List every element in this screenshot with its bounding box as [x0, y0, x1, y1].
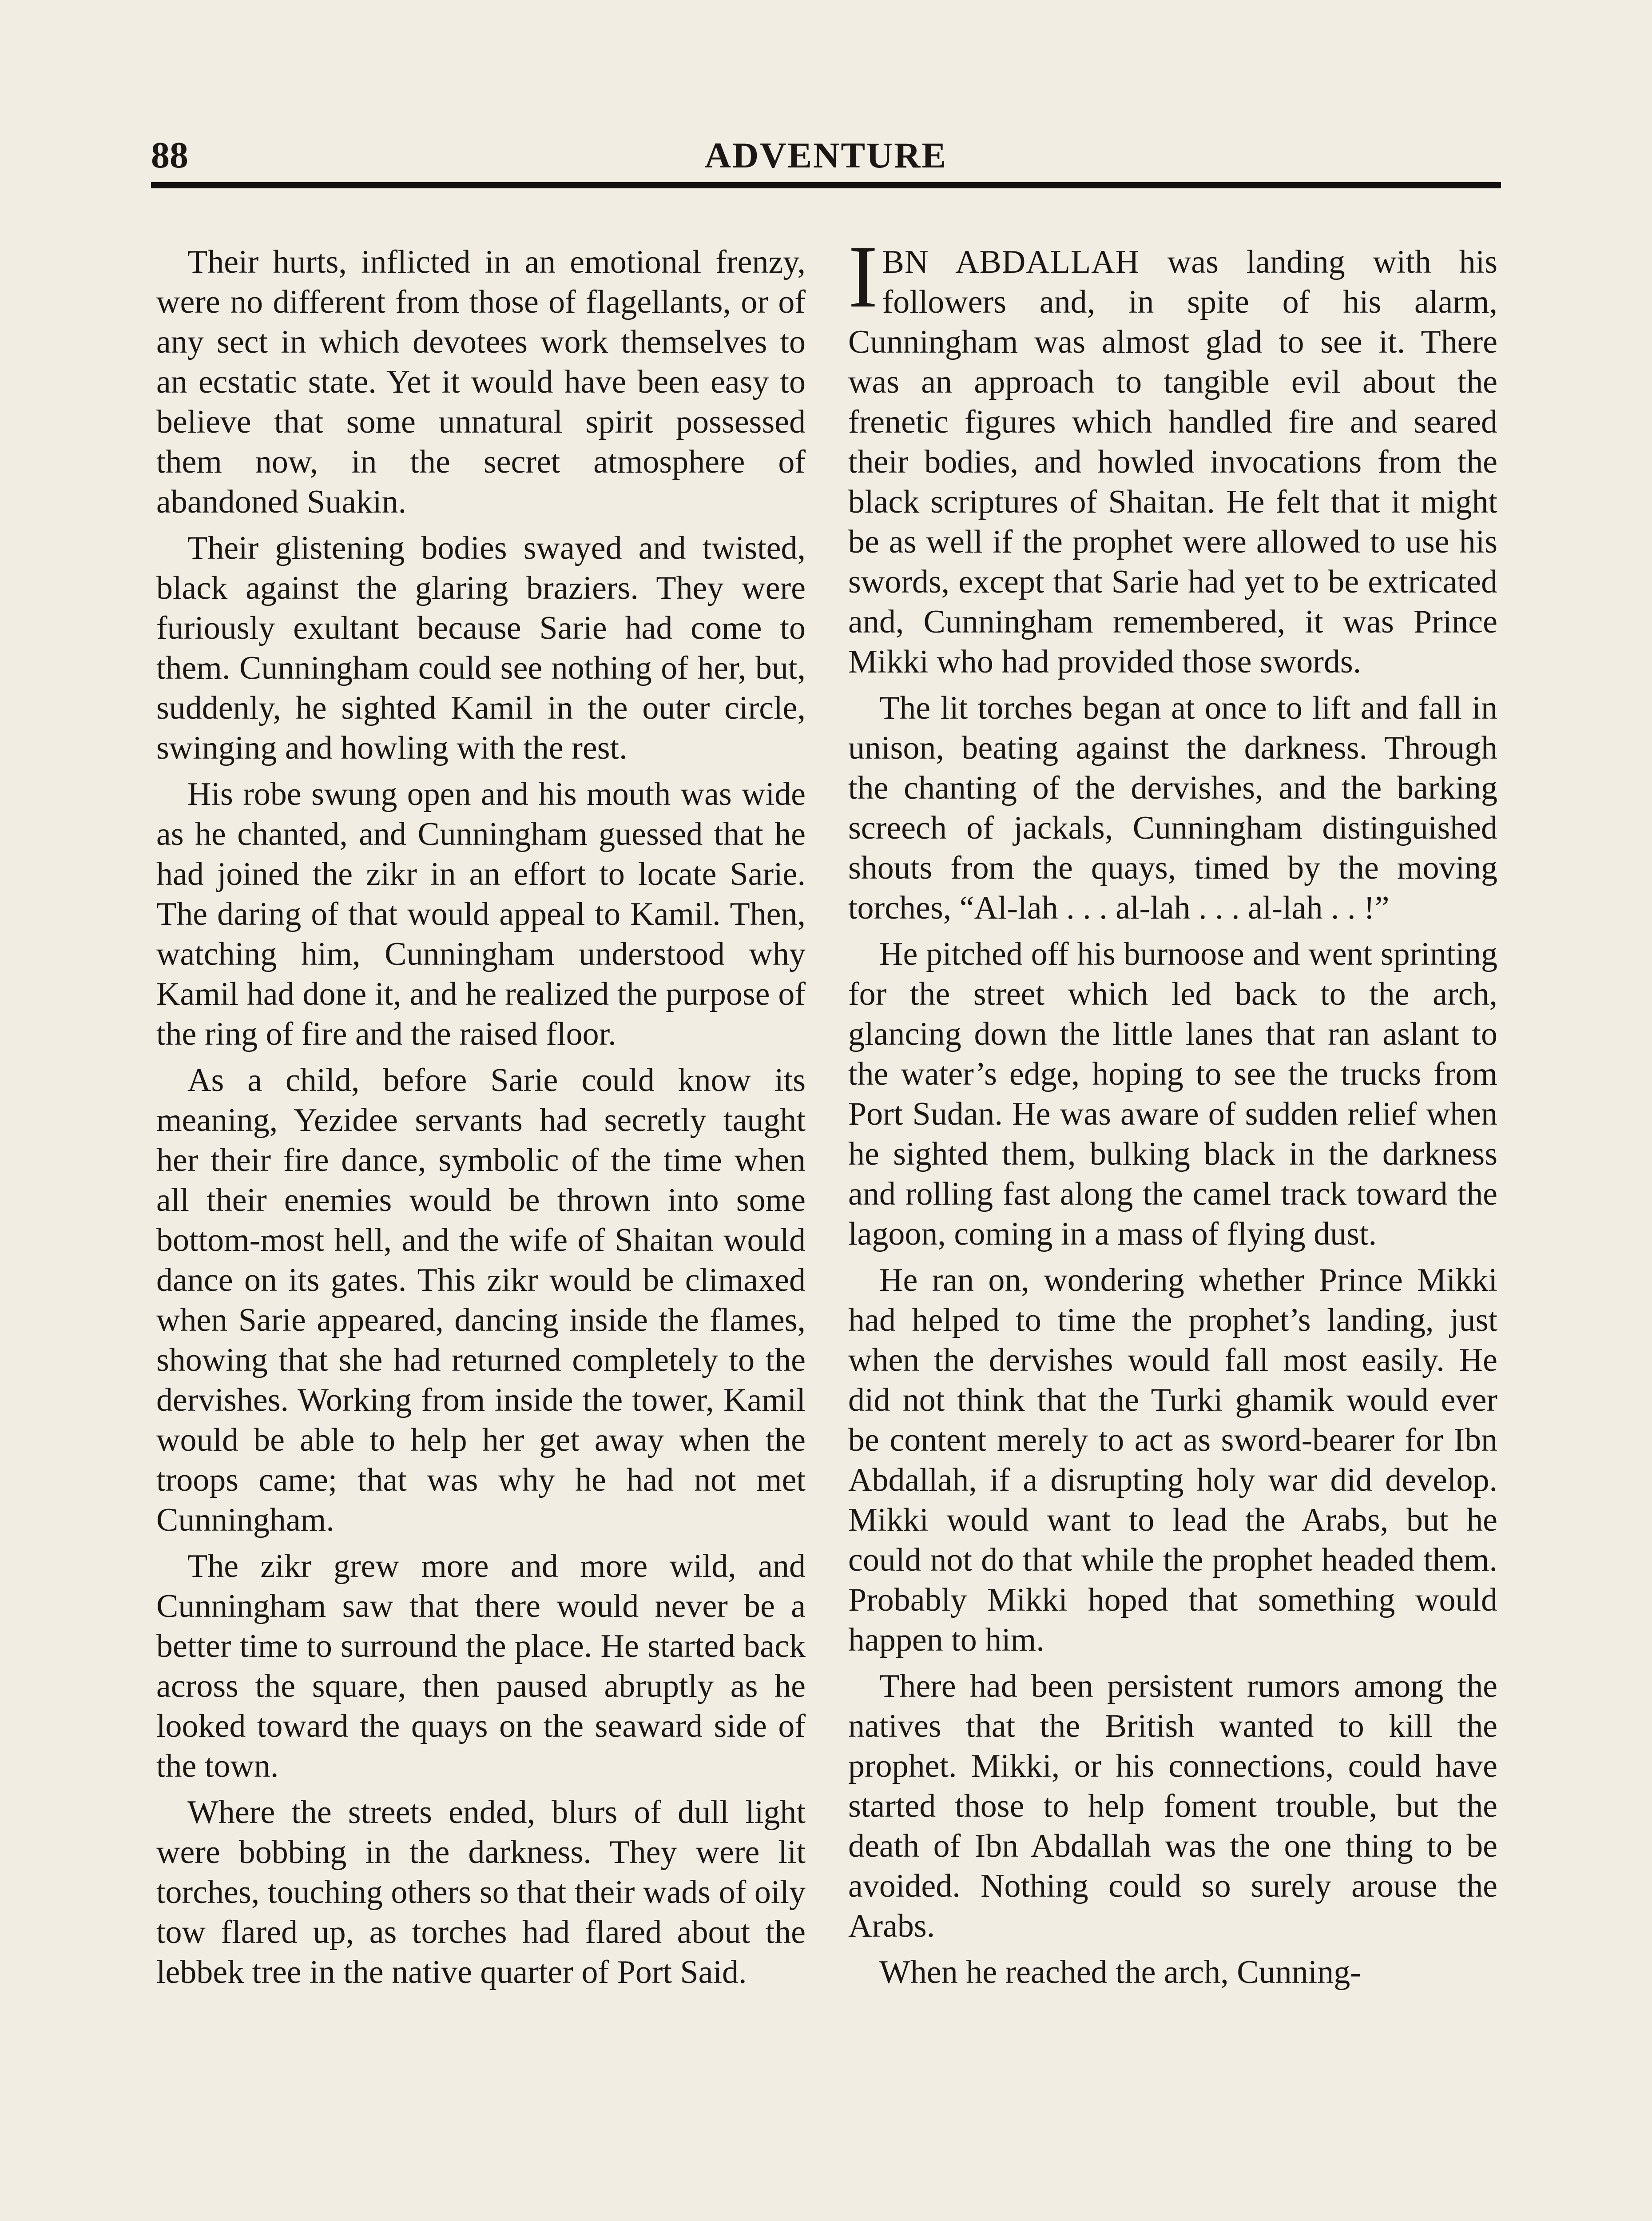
page-number: 88 — [151, 135, 188, 176]
drop-cap: I — [848, 228, 878, 326]
paragraph: He pitched off his burnoose and went sprinting for the street which led back to the arch, glancing down the little lanes that ran aslant to the water’s edge, hoping to see the trucks from Port Sudan. He was aware of sudden relief when he sighted them, bulking black in the darkness and rolling fast along the camel track toward the lagoon, coming in a mass of flying dust. — [848, 936, 1497, 1252]
running-head: ADVENTURE — [704, 135, 948, 175]
paragraph: He ran on, wondering whether Prince Mikki had helped to time the prophet’s landing, just when the dervishes would fall most easily. He did not think that the Turki ghamik would ever be content merely to act as sword-bearer for Ibn Abdallah, if a disrupting holy war did develop. Mikki would want to lead the Arabs, but he could not do that while the prophet headed them. Probably Mikki hoped that something would happen to him. — [848, 1262, 1497, 1658]
opening-paragraph — [848, 228, 1497, 682]
page-header — [151, 129, 1501, 187]
paragraph: His robe swung open and his mouth was wide as he chanted, and Cunningham guessed that he had joined the zikr in an effort to locate Sarie. The daring of that would appeal to Kamil. Then, watching him, Cunningham understood why Kamil had done it, and he realized the purpose of the ring of fire and the raised floor. — [156, 776, 806, 1052]
header-rule — [151, 182, 1501, 188]
lead-caps: BN ABDALLAH — [882, 244, 1140, 280]
paragraph: As a child, before Sarie could know its meaning, Yezidee servants had secretly taught her their fire dance, symbolic of the time when all their enemies would be thrown into some bottom-most hell, and the wife of Shaitan would dance on its gates. This zikr would be climaxed when Sarie appeared, dancing inside the flames, showing that she had returned completely to the dervishes. Working from inside the tower, Kamil would be able to help her get away when the troops came; that was why he had not met Cunningham. — [156, 1062, 806, 1538]
paragraph: Their glistening bodies swayed and twisted, black against the glaring braziers. They were furiously exultant because Sarie had come to them. Cunningham could see nothing of her, but, suddenly, he sighted Kamil in the outer circle, swinging and howling with the rest. — [156, 530, 806, 766]
right-column — [848, 228, 1497, 1998]
left-column — [156, 242, 806, 1998]
paragraph: Where the streets ended, blurs of dull light were bobbing in the darkness. They were lit torches, touching others so that their wads of oily tow flared up, as torches had flared about the lebbek tree in the native quarter of Port Said. — [156, 1794, 806, 1990]
paragraph: The zikr grew more and more wild, and Cunningham saw that there would never be a better time to surround the place. He started back across the square, then paused abruptly as he looked toward the quays on the seaward side of the town. — [156, 1548, 806, 1784]
paragraph: When he reached the arch, Cunning- — [879, 1954, 1361, 1990]
paragraph: There had been persistent rumors among the natives that the British wanted to kill the prophet. Mikki, or his connections, could have started those to help foment trouble, but the death of Ibn Abdallah was the one thing to be avoided. Nothing could so surely arouse the Arabs. — [848, 1668, 1497, 1944]
paragraph: Their hurts, inflicted in an emotional frenzy, were no different from those of flagellants, or of any sect in which devotees work themselves to an ecstatic state. Yet it would have been easy to believe that some unnatural spirit possessed them now, in the secret atmosphere of abandoned Suakin. — [156, 244, 806, 520]
opening-text: was landing with his followers and, in spite of his alarm, Cunningham was almost glad to see it. There was an approach to tangible evil about the frenetic figures which handled fire and seared their bodies, and howled invocations from the black scriptures of Shaitan. He felt that it might be as well if the prophet were allowed to use his swords, except that Sarie had yet to be extricated and, Cunningham remembered, it was Prince Mikki who had provided those swords. — [848, 244, 1497, 680]
paragraph: The lit torches began at once to lift and fall in unison, beating against the darkness. Through the chanting of the dervishes, and the barking screech of jackals, Cunningham distinguished shouts from the quays, timed by the moving torches, “Al-lah . . . al-lah . . . al-lah . . !” — [848, 690, 1497, 926]
